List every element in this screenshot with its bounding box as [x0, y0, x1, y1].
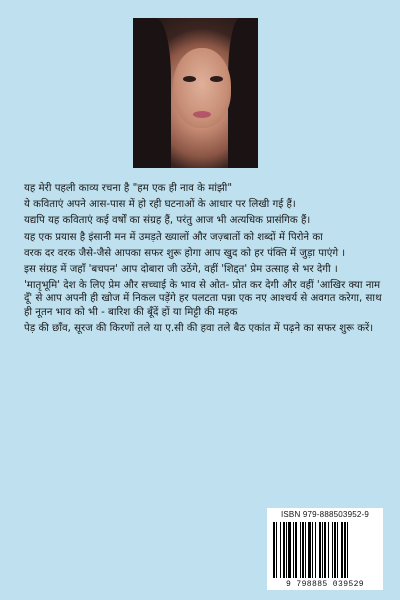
blurb-paragraph-3: यद्यपि यह कविताएं कई वर्षों का संग्रह हैं, परंतु आज भी अत्यधिक प्रासंगिक हैं। — [24, 215, 311, 227]
blurb-text — [24, 182, 386, 338]
barcode-stripe — [344, 522, 346, 578]
portrait-eye-right — [210, 76, 223, 82]
barcode-number: 9 798885 039529 — [285, 580, 364, 589]
barcode-stripe — [324, 522, 326, 578]
isbn-label: ISBN 979-888503952-9 — [280, 510, 370, 519]
barcode-stripe — [293, 522, 294, 578]
barcode-stripe — [334, 522, 336, 578]
barcode-stripe — [295, 522, 297, 578]
portrait-hair-left — [133, 18, 171, 168]
barcode-stripe — [276, 522, 277, 578]
barcode-stripe — [315, 522, 316, 578]
barcode-stripe — [273, 522, 275, 578]
blurb-paragraph-2: ये कविताएं अपने आस-पास में हो रही घटनाओं के आधार पर लिखी गई हैं। — [24, 199, 296, 211]
barcode-stripe — [322, 522, 323, 578]
barcode-stripe — [341, 522, 343, 578]
barcode-stripe — [337, 522, 338, 578]
barcode-stripe — [312, 522, 313, 578]
barcode-stripe — [288, 522, 291, 578]
barcode-stripe — [286, 522, 287, 578]
barcode-stripe — [302, 522, 304, 578]
author-photo — [133, 18, 258, 168]
barcode-stripe — [332, 522, 333, 578]
portrait-hair-right — [228, 18, 258, 168]
portrait-lips — [193, 111, 211, 118]
barcode-stripe — [280, 522, 281, 578]
isbn-barcode — [267, 508, 383, 590]
barcode-stripe — [347, 522, 348, 578]
blurb-paragraph-8: पेड़ की छाँव, सूरज की किरणों तले या ए.सी की हवा तले बैठ एकांत में पढ़ने का सफर शुरू करें। — [24, 322, 374, 334]
portrait-eye-left — [183, 76, 196, 82]
blurb-paragraph-6: इस संग्रह में जहाँ 'बचपन' आप दोबारा जी उठेंगे, वहीं 'शिद्दत' प्रेम उत्साह से भर देगी । — [24, 264, 338, 276]
barcode-stripe — [319, 522, 321, 578]
barcode-bars — [273, 522, 377, 578]
blurb-paragraph-4: यह एक प्रयास है इंसानी मन में उमड़ते ख्यालों और जज़्बातों को शब्दों में पिरोने का — [24, 231, 323, 243]
barcode-stripe — [283, 522, 285, 578]
barcode-stripe — [328, 522, 329, 578]
barcode-stripe — [305, 522, 306, 578]
barcode-stripe — [308, 522, 311, 578]
blurb-paragraph-7: 'मातृभूमि' देश के लिए प्रेम और सच्चाई के भाव से ओत- प्रोत कर देगी और वहीं 'आखिर क्या नाम दूँ' से आप अपनी ही खोज में निकल पड़ेंगे हर पलटता पन्ना एक नए आश्चर्य से अवगत करेगा, साथ ही नूतन भाव को भी - बारिश की बूँदें हों या मिट्टी की महक — [24, 280, 382, 318]
barcode-stripe — [300, 522, 301, 578]
blurb-paragraph-1: यह मेरी पहली काव्य रचना है "हम एक ही नाव के मांझी" — [24, 183, 233, 194]
blurb-paragraph-5: वरक दर वरक जैसे-जैसे आपका सफर शुरू होगा आप खुद को हर पंक्ति में जुड़ा पाएंगे । — [24, 247, 346, 259]
